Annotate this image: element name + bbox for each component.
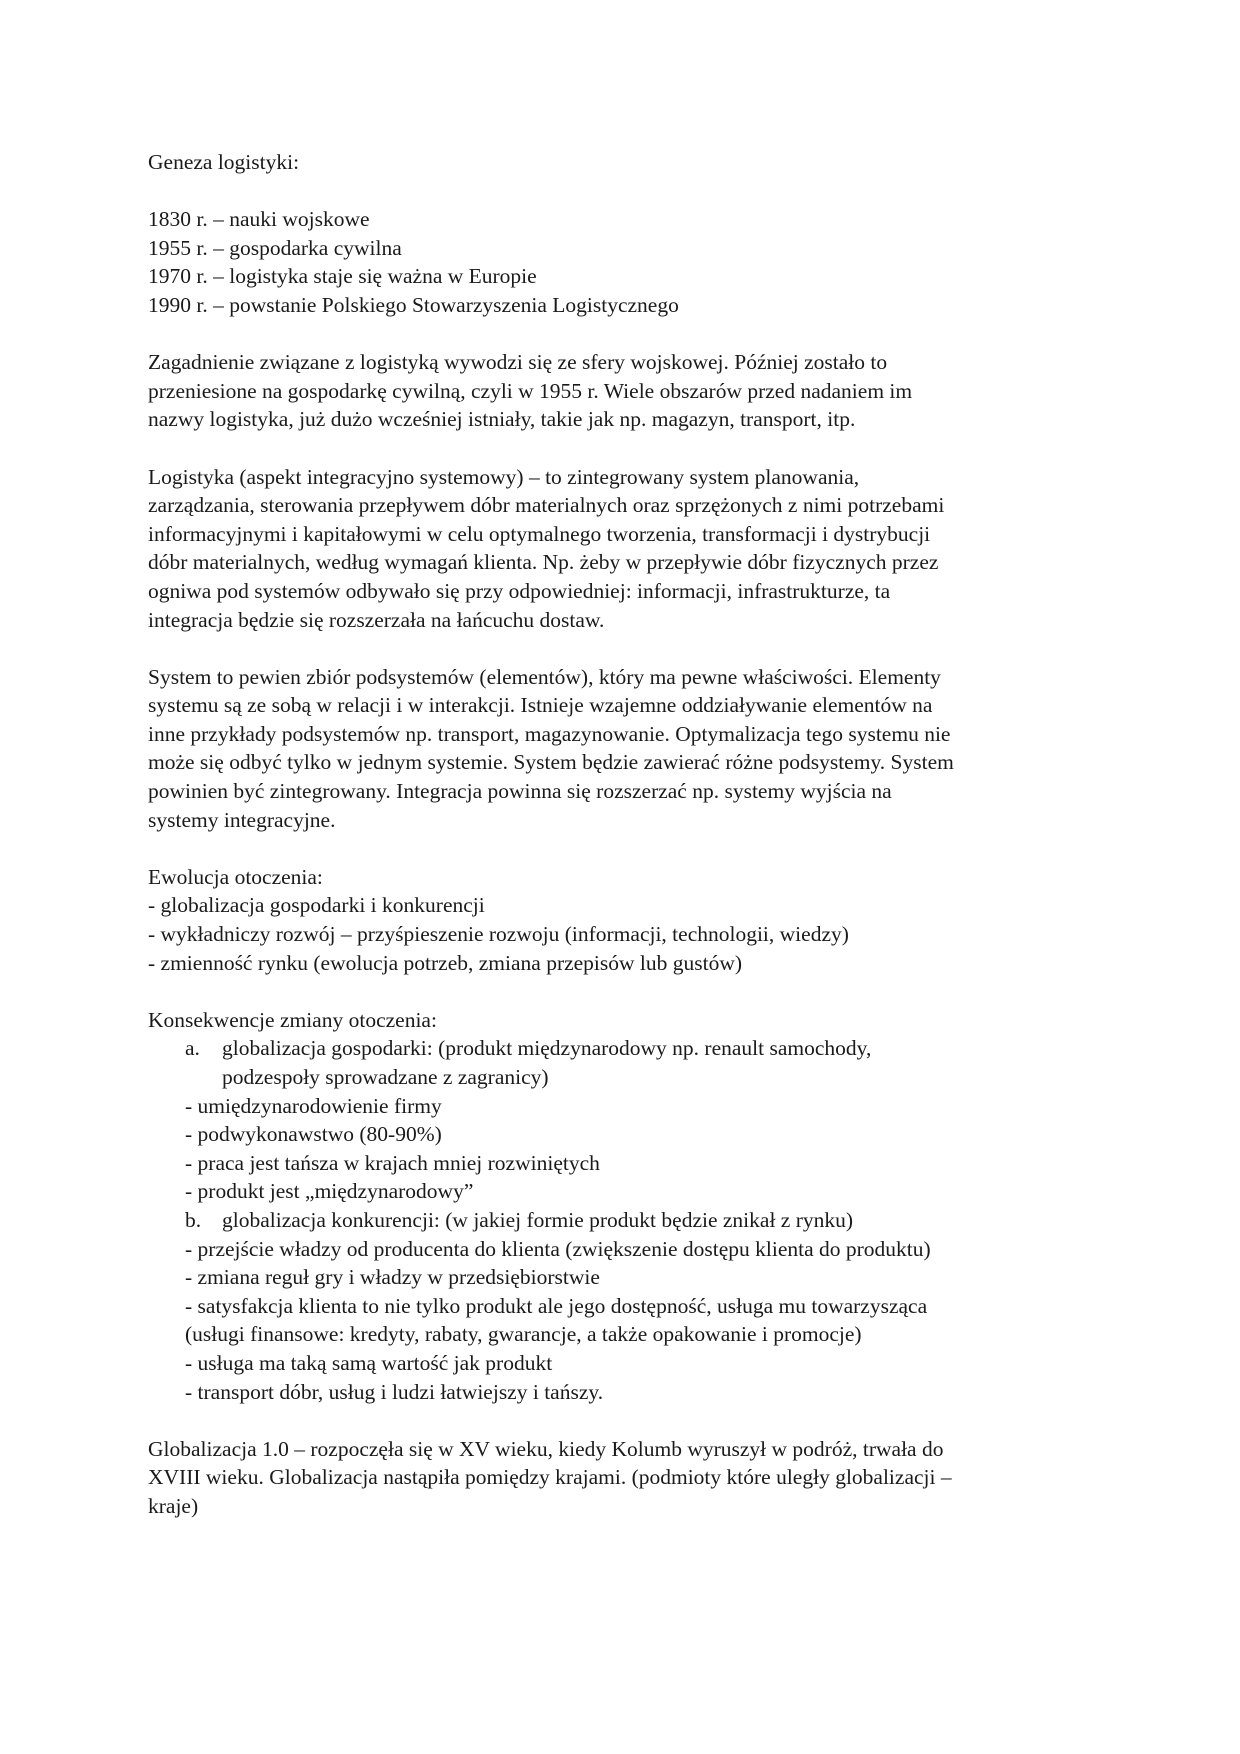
paragraph-line: zarządzania, sterowania przepływem dóbr materialnych oraz sprzężonych z nimi potrzebami	[148, 493, 945, 518]
paragraph-line: przeniesione na gospodarkę cywilną, czyli w 1955 r. Wiele obszarów przed nadaniem im	[148, 378, 913, 403]
consequences-heading: Konsekwencje zmiany otoczenia:	[148, 1007, 437, 1032]
timeline-item: 1830 r. – nauki wojskowe	[148, 207, 370, 232]
paragraph-globalization	[148, 1435, 1098, 1521]
paragraph-definition	[148, 463, 1098, 635]
list-item: - wykładniczy rozwój – przyśpieszenie rozwoju (informacji, technologii, wiedzy)	[148, 922, 849, 947]
paragraph-line: System to pewien zbiór podsystemów (elementów), który ma pewne właściwości. Elementy	[148, 664, 941, 689]
sub-list-item: - umiędzynarodowienie firmy	[185, 1093, 442, 1118]
paragraph-line: integracja będzie się rozszerzała na łańcuchu dostaw.	[148, 607, 605, 632]
paragraph-line: kraje)	[148, 1493, 199, 1518]
sub-list-item: - zmiana reguł gry i władzy w przedsiębiorstwie	[185, 1265, 600, 1290]
document-page	[148, 148, 1098, 1521]
paragraph-line: systemu są ze sobą w relacji i w interakcji. Istnieje wzajemne oddziaływanie elementów na	[148, 693, 933, 718]
paragraph-line: ogniwa pod systemów odbywało się przy odpowiedniej: informacji, infrastrukturze, ta	[148, 578, 891, 603]
list-item: - globalizacja gospodarki i konkurencji	[148, 893, 485, 918]
timeline-item: 1970 r. – logistyka staje się ważna w Europie	[148, 264, 537, 289]
paragraph-line: Globalizacja 1.0 – rozpoczęła się w XV wieku, kiedy Kolumb wyruszył w podróż, trwała do	[148, 1436, 944, 1461]
list-item-b	[148, 1206, 1098, 1235]
list-item-a	[148, 1034, 1098, 1091]
consequences-section	[148, 1006, 1098, 1406]
paragraph-line: informacyjnymi i kapitałowymi w celu optymalnego tworzenia, transformacji i dystrybucji	[148, 521, 931, 546]
timeline-item: 1955 r. – gospodarka cywilna	[148, 235, 402, 260]
title: Geneza logistyki:	[148, 150, 300, 174]
sub-list-item: - produkt jest „międzynarodowy”	[185, 1179, 474, 1204]
paragraph-line: XVIII wieku. Globalizacja nastąpiła pomiędzy krajami. (podmioty które uległy globalizacji –	[148, 1465, 952, 1490]
timeline-list	[148, 205, 1098, 319]
timeline-item: 1990 r. – powstanie Polskiego Stowarzyszenia Logistycznego	[148, 292, 679, 317]
paragraph-system	[148, 663, 1098, 835]
sub-list-item: - usługa ma taką samą wartość jak produkt	[185, 1350, 553, 1375]
list-marker: b.	[185, 1207, 202, 1232]
section-title	[148, 148, 1098, 177]
sub-list-item: - praca jest tańsza w krajach mniej rozwiniętych	[185, 1150, 600, 1175]
list-item: - zmienność rynku (ewolucja potrzeb, zmiana przepisów lub gustów)	[148, 950, 743, 975]
list-item-text: podzespoły sprowadzane z zagranicy)	[222, 1065, 549, 1089]
paragraph-line: inne przykłady podsystemów np. transport, magazynowanie. Optymalizacja tego systemu nie	[148, 721, 951, 746]
paragraph-line: nazwy logistyka, już dużo wcześniej istniały, takie jak np. magazyn, transport, itp.	[148, 407, 856, 432]
evolution-section	[148, 863, 1098, 977]
sub-list-item: - podwykonawstwo (80-90%)	[185, 1122, 442, 1147]
paragraph-line: powinien być zintegrowany. Integracja powinna się rozszerzać np. systemy wyjścia na	[148, 779, 892, 804]
paragraph-line: może się odbyć tylko w jednym systemie. System będzie zawierać różne podsystemy. System	[148, 750, 954, 775]
paragraph-line: dóbr materialnych, według wymagań klienta. Np. żeby w przepływie dóbr fizycznych przez	[148, 550, 939, 575]
paragraph-line: systemy integracyjne.	[148, 807, 336, 832]
list-item-text: globalizacja konkurencji: (w jakiej formie produkt będzie znikał z rynku)	[222, 1207, 854, 1232]
paragraph-line: Zagadnienie związane z logistyką wywodzi się ze sfery wojskowej. Później zostało to	[148, 350, 888, 375]
paragraph-line: Logistyka (aspekt integracyjno systemowy) – to zintegrowany system planowania,	[148, 464, 860, 489]
list-item-text: globalizacja gospodarki: (produkt międzynarodowy np. renault samochody,	[222, 1036, 872, 1061]
list-marker: a.	[185, 1036, 200, 1061]
paragraph-origin	[148, 348, 1098, 434]
sub-list-item: - satysfakcja klienta to nie tylko produkt ale jego dostępność, usługa mu towarzysząca	[185, 1293, 928, 1318]
sub-list-item: - transport dóbr, usług i ludzi łatwiejszy i tańszy.	[185, 1379, 604, 1404]
sub-list-item: - przejście władzy od producenta do klienta (zwiększenie dostępu klienta do produktu)	[185, 1236, 931, 1261]
sub-list-item-continuation: (usługi finansowe: kredyty, rabaty, gwarancje, a także opakowanie i promocje)	[185, 1322, 862, 1347]
evolution-heading: Ewolucja otoczenia:	[148, 864, 323, 889]
